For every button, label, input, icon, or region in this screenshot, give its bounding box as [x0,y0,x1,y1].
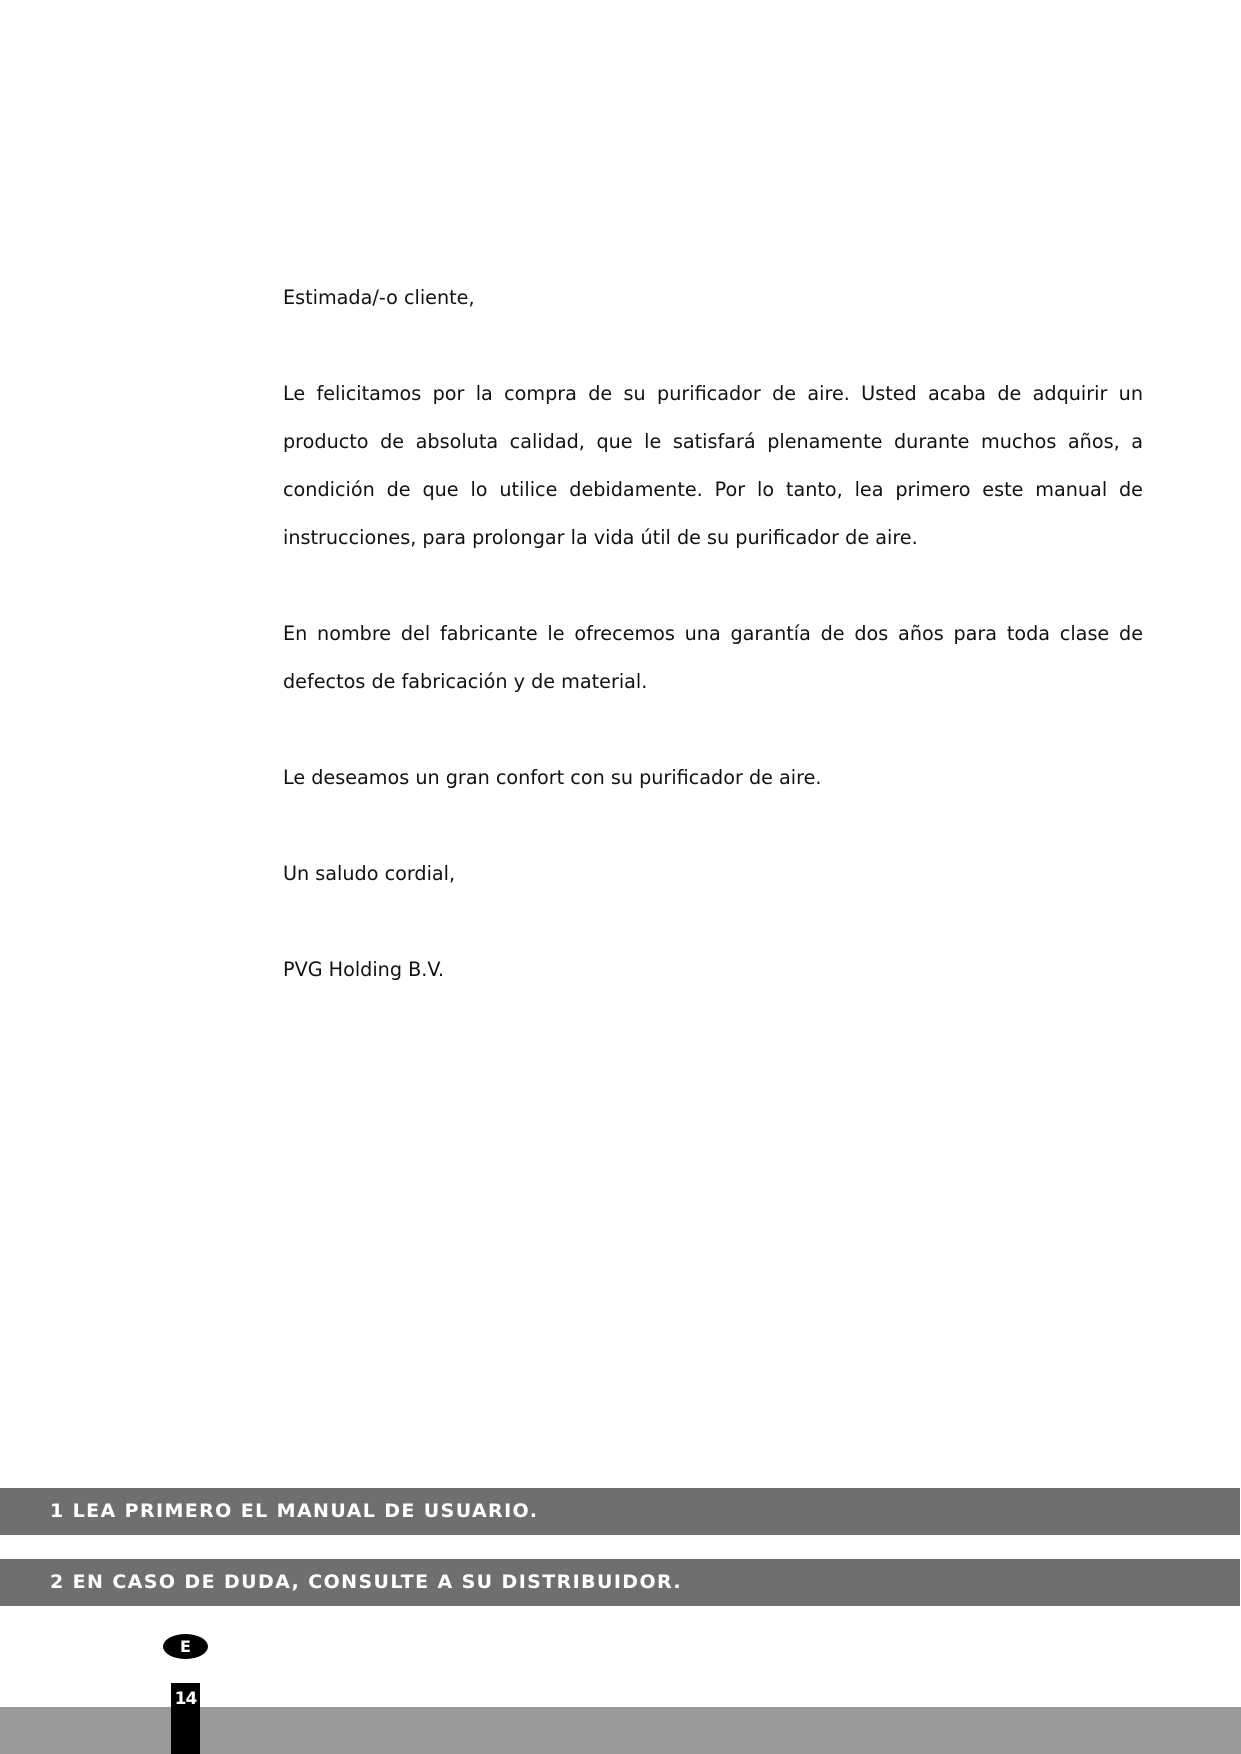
letter-salutation: Estimada/-o cliente, [283,286,475,309]
letter-body [283,274,1143,1042]
letter-paragraph-warranty: En nombre del fabricante le ofrecemos una garantía de dos años para toda clase de defectos de fabricación y de material. [283,622,1143,693]
notice-band-read-manual: 1 LEA PRIMERO EL MANUAL DE USUARIO. [0,1488,1240,1535]
page-number-tab: 14 [171,1683,200,1754]
notice-band-consult-dealer: 2 EN CASO DE DUDA, CONSULTE A SU DISTRIBUIDOR. [0,1559,1240,1606]
letter-signature: PVG Holding B.V. [283,958,445,981]
letter-paragraph-intro: Le felicitamos por la compra de su purificador de aire. Usted acaba de adquirir un producto de absoluta calidad, que le satisfará plenamente durante muchos años, a condición de que lo utilice debidamente. Por lo tanto, lea primero este manual de instrucciones, para prolongar la vida útil de su purificador de aire. [283,382,1143,549]
letter-paragraph-wishes: Le deseamos un gran confort con su purificador de aire. [283,766,822,789]
letter-closing: Un saludo cordial, [283,862,456,885]
language-badge: E [163,1634,208,1659]
